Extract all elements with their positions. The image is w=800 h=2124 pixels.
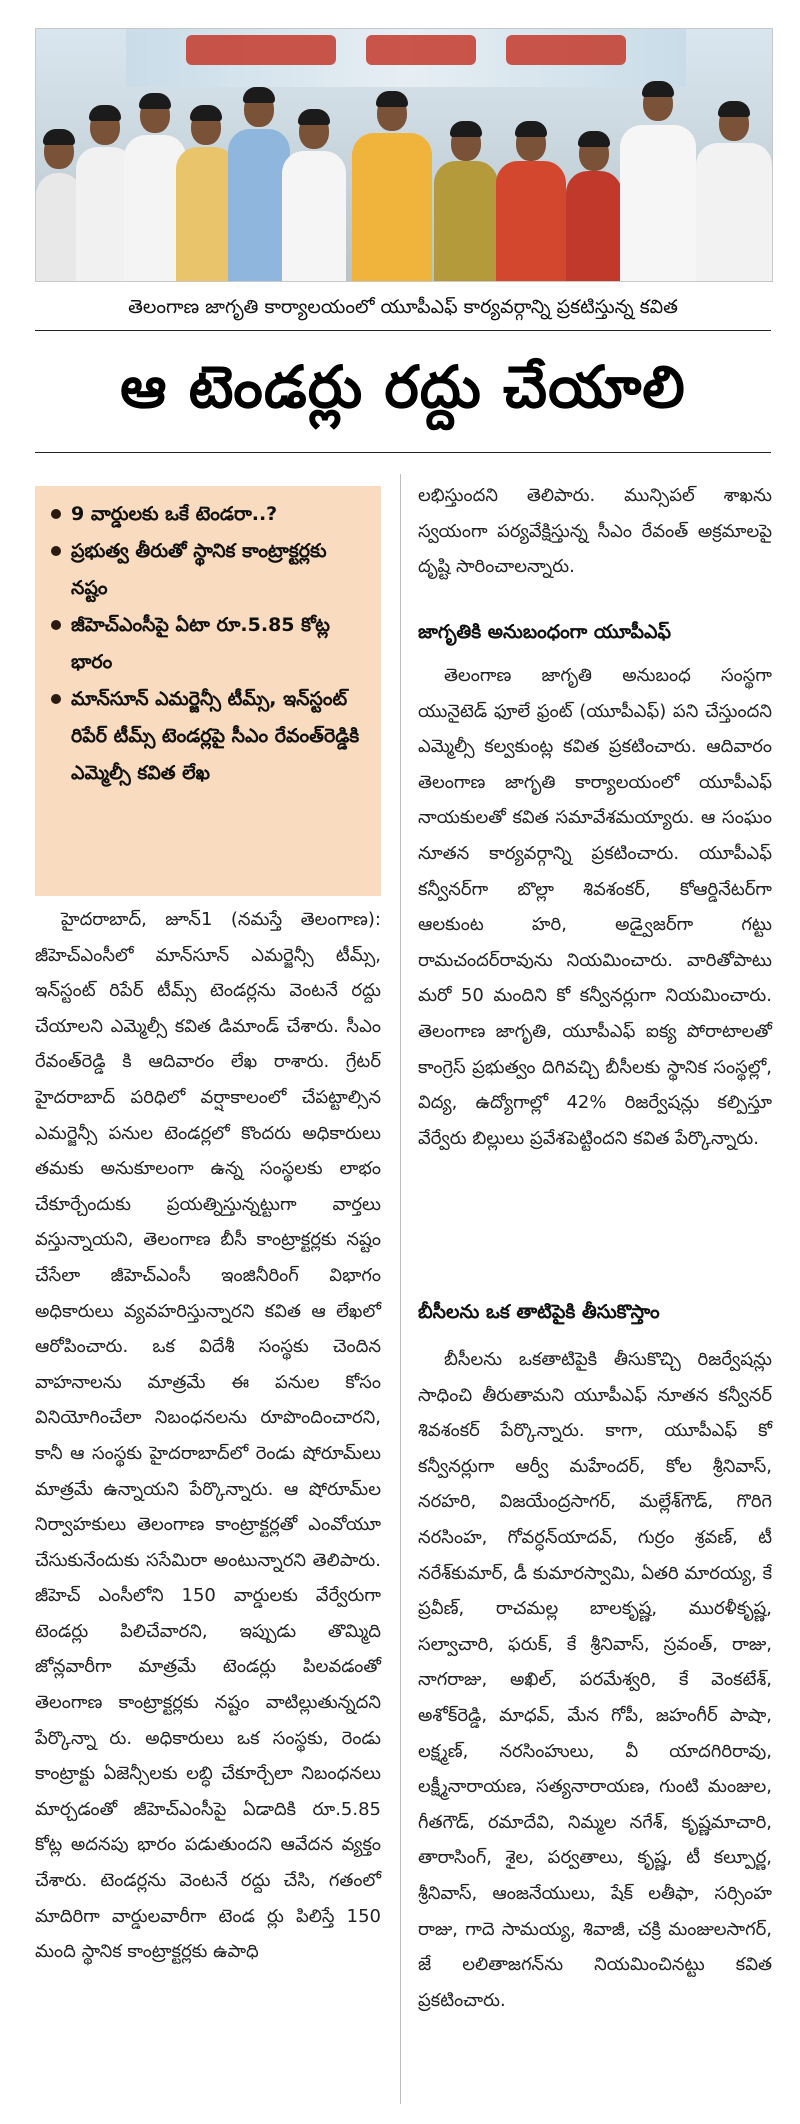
highlight-item: జీహెచ్‌ఎంసీపై ఏటా రూ.5.85 కోట్ల భారం <box>49 607 369 681</box>
person-figure <box>176 105 236 281</box>
article-body-left <box>35 902 381 1970</box>
paragraph: బీసీలను ఒకతాటిపైకి తీసుకొచ్చి రిజర్వేషన్లు సాధించి తీరుతామని యూపీఎఫ్ నూతన కన్వీనర్ శివశంకర్ పేర్కొన్నారు. కాగా, యూపీఎఫ్ కో కన్వీనర్లుగా ఆర్వీ మహేందర్, కోల శ్రీనివాస్, నరహరి, విజయేంద్రసాగర్, మల్లేశ్‌గౌడ్, గొరిగె నరసింహ, గోవర్ధన్‌యాదవ్, గుర్రం శ్రవణ్, టీ నరేశ్‌కుమార్, డీ కుమారస్వామి, ఏతరి మారయ్య, కే ప్రవీణ్, రాచమల్ల బాలకృష్ణ, మురళీకృష్ణ, సల్వాచారి, ఫరుక్, కే శ్రీనివాస్, స్రవంత్, రాజు, నాగరాజు, అఖిల్, పరమేశ్వరి, కే వెంకటేశ్, అశోక్‌రెడ్డి, మాధవ్, మేన గోపీ, జహంగీర్ పాషా, లక్ష్మణ్, నరసింహులు, వీ యాదగిరిరావు, లక్ష్మీనారాయణ, సత్యనారాయణ, గుంటి మంజుల, గీతగౌడ్, రమాదేవి, నిమ్మల నగేశ్, కృష్ణమాచారి, తారాసింగ్, శైల, పర్వతాలు, కృష్ణ, టీ కల్పూర్ణ, శ్రీనివాస్, ఆంజనేయులు, షేక్ లతీఫా, సర్సింహ రాజు, గాదె సామయ్య, శివాజీ, చక్రి మంజులసాగర్, జే లలితాజగన్‌ను నియమించినట్టు కవిత ప్రకటించారు. <box>418 1349 772 2011</box>
person-figure <box>496 121 566 281</box>
paragraph: హైదరాబాద్, జూన్1 (నమస్తే తెలంగాణ): జీహెచ్‌ఎంసీలో మాన్‌సూన్ ఎమర్జెన్సీ టీమ్స్, ఇన్‌స్టంట్ రిపేర్ టీమ్స్ టెండర్లను వెంటనే రద్దు చేయాలని ఎమ్మెల్సీ కవిత డిమాండ్ చేశారు. సీఎం రేవంత్‌రెడ్డి కి ఆదివారం లేఖ రాశారు. గ్రేటర్ హైదరాబాద్ పరిధిలో వర్షాకాలంలో చేపట్టాల్సిన ఎమర్జెన్సీ పనుల టెండర్లలో కొందరు అధికారులు తమకు అనుకూలంగా ఉన్న సంస్థలకు లాభం చేకూర్చేందుకు ప్రయత్నిస్తున్నట్టుగా వార్తలు వస్తున్నాయని, తెలంగాణ బీసీ కాంట్రాక్టర్లకు నష్టం చేసేలా జీహెచ్‌ఎంసీ ఇంజినీరింగ్ విభాగం అధికారులు వ్యవహరిస్తున్నారని కవిత ఆ లేఖలో ఆరోపించారు. ఒక విదేశీ సంస్థకు చెందిన వాహనాలను మాత్రమే ఈ పనుల కోసం వినియోగించేలా నిబంధనలను రూపొందించారని, కానీ ఆ సంస్థకు హైదరాబాద్‌లో రెండు షోరూమ్‌లు మాత్రమే ఉన్నాయని పేర్కొన్నారు. ఆ షోరూమ్‌ల నిర్వాహకులు తెలంగాణ కాంట్రాక్టర్లతో ఎంవోయూ చేసుకునేందుకు ససేమిరా అంటున్నారని తెలిపారు. జీహెచ్ ఎంసీలోని 150 వార్డులకు వేర్వేరుగా టెండర్లు పిలిచేవారని, ఇప్పుడు తొమ్మిది జోన్లవారీగా మాత్రమే టెండర్లు పిలవడంతో తెలంగాణ కాంట్రాక్టర్లకు నష్టం వాటిల్లుతున్నదని పేర్కొన్నా రు. అధికారులు ఒక సంస్థకు, రెండు కాంట్రాక్టు ఏజెన్సీలకు లబ్ధి చేకూర్చేలా నిబంధనలు మార్చడంతో జీహెచ్‌ఎంసీపై ఏడాదికి రూ.5.85 కోట్ల అదనపు భారం పడుతుందని ఆవేదన వ్యక్తం చేశారు. టెండర్లను వెంటనే రద్దు చేసి, గతంలో మాదిరిగా వార్డులవారీగా టెండ ర్లు పిలిస్తే 150 మంది స్థానిక కాంట్రాక్టర్లకు ఉపాధి <box>35 909 381 1963</box>
person-figure <box>228 87 290 281</box>
paragraph: తెలంగాణ జాగృతి అనుబంధ సంస్థగా యునైటెడ్ ఫూలే ఫ్రంట్ (యూపీఎఫ్) పని చేస్తుందని ఎమ్మెల్సీ కల్వకుంట్ల కవిత ప్రకటించారు. ఆదివారం తెలంగాణ జాగృతి కార్యాలయంలో యూపీఎఫ్ నాయకులతో కవిత సమావేశమయ్యారు. ఆ సంఘం నూతన కార్యవర్గాన్ని ప్రకటించారు. యూపీఎఫ్ కన్వీనర్‌గా బొల్లా శివశంకర్, కోఆర్డినేటర్‌గా ఆలకుంట హరి, అడ్వైజర్‌గా గట్టు రామచందర్‌రావును నియమించారు. వారితోపాటు మరో 50 మందిని కో కన్వీనర్లుగా నియమించారు. తెలంగాణ జాగృతి, యూపీఎఫ్ ఐక్య పోరాటాలతో కాంగ్రెస్ ప్రభుత్వం దిగివచ్చి బీసీలకు స్థానిక సంస్థల్లో, విద్య, ఉద్యోగాల్లో 42% రిజర్వేషన్లు కల్పిస్తూ వేర్వేరు బిల్లులు ప్రవేశపెట్టిందని కవిత పేర్కొన్నారు. <box>418 665 772 1149</box>
person-figure <box>434 121 498 281</box>
banner-graphic <box>506 35 626 65</box>
person-figure <box>696 101 772 281</box>
subheading: బీసీలను ఒక తాటిపైకి తీసుకొస్తాం <box>418 1301 660 1323</box>
highlight-item: మాన్‌సూన్ ఎమర్జెన్సీ టీమ్స్, ఇన్‌స్టంట్ రిపేర్ టీమ్స్ టెండర్లపై సీఎం రేవంత్‌రెడ్డికి ఎమ్మెల్సీ కవిత లేఖ <box>49 681 369 792</box>
photo-caption: తెలంగాణ జాగృతి కార్యాలయంలో యూపీఎఫ్ కార్యవర్గాన్ని ప్రకటిస్తున్న కవిత <box>128 296 678 318</box>
page-title: ఆ టెండర్లు రద్దు చేయాలి <box>120 353 686 421</box>
highlight-item: ప్రభుత్వ తీరుతో స్థానిక కాంట్రాక్టర్లకు నష్టం <box>49 533 369 607</box>
person-figure <box>566 131 622 281</box>
person-figure <box>352 91 432 281</box>
person-figure <box>282 109 346 281</box>
highlights-box <box>35 486 381 896</box>
article-body-right <box>418 1342 772 2018</box>
divider <box>35 452 771 453</box>
group-photo <box>35 28 773 282</box>
highlight-item: 9 వార్డులకు ఒకే టెండరా..? <box>49 496 369 533</box>
person-figure <box>620 81 696 281</box>
banner-graphic <box>186 35 336 65</box>
article-body-right <box>418 658 772 1156</box>
column-divider <box>400 474 401 2104</box>
subheading: జాగృతికి అనుబంధంగా యూపీఎఫ్ <box>418 621 671 643</box>
divider <box>35 330 771 331</box>
banner-graphic <box>366 35 476 65</box>
article-body-right-top: లభిస్తుందని తెలిపారు. మున్సిపల్ శాఖను స్వయంగా పర్యవేక్షిస్తున్న సీఎం రేవంత్ అక్రమాలపై దృష్టి సారించాలన్నారు. <box>418 485 772 578</box>
